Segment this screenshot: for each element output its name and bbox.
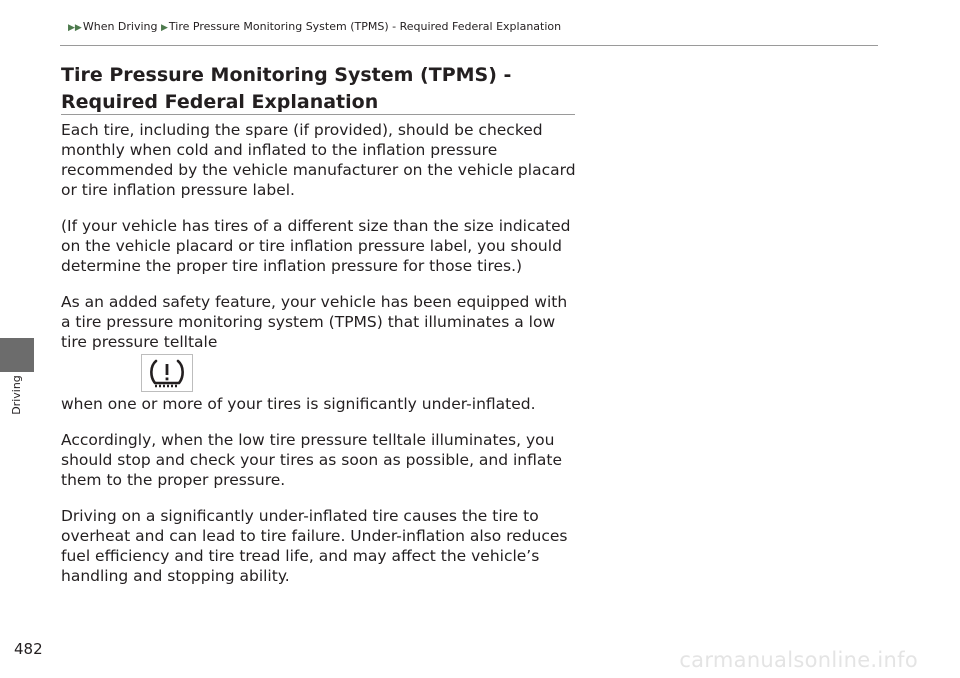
section-tab-label: Driving [10, 375, 23, 415]
body-text [61, 120, 581, 602]
triangle-icon: ▶▶ [68, 23, 82, 33]
page-title: Tire Pressure Monitoring System (TPMS) - Required Federal Explanation [61, 64, 512, 113]
paragraph: when one or more of your tires is significantly under-inflated. [61, 395, 536, 413]
title-divider [61, 114, 575, 115]
triangle-icon: ▶ [161, 23, 168, 33]
paragraph: Accordingly, when the low tire pressure telltale illuminates, you should stop and check your tires as soon as possible, and inflate them to the proper pressure. [61, 431, 563, 489]
header-divider [60, 45, 878, 46]
section-tab [0, 338, 34, 372]
watermark: carmanualsonline.info [679, 648, 918, 672]
low-tire-pressure-telltale-icon [141, 354, 193, 392]
page-number: 482 [14, 640, 43, 658]
paragraph: (If your vehicle has tires of a different size than the size indicated on the vehicle placard or tire inflation pressure label, you should determine the proper tire inflation pressure for those tires.) [61, 217, 571, 275]
breadcrumb [68, 20, 561, 33]
breadcrumb-item-tpms[interactable]: Tire Pressure Monitoring System (TPMS) - Required Federal Explanation [168, 20, 562, 33]
paragraph: As an added safety feature, your vehicle has been equipped with a tire pressure monitoring system (TPMS) that illuminates a low tire pressure telltale [61, 293, 568, 351]
paragraph: Each tire, including the spare (if provided), should be checked monthly when cold and inflated to the inflation pressure recommended by the vehicle manufacturer on the vehicle placard or tire inflation pressure label. [61, 121, 576, 199]
paragraph: Driving on a significantly under-inflated tire causes the tire to overheat and can lead to tire failure. Under-inflation also reduces fuel efficiency and tire tread life, and may affect the vehicle’s handling and stopping ability. [61, 507, 568, 585]
breadcrumb-item-when-driving[interactable]: When Driving [82, 20, 158, 33]
